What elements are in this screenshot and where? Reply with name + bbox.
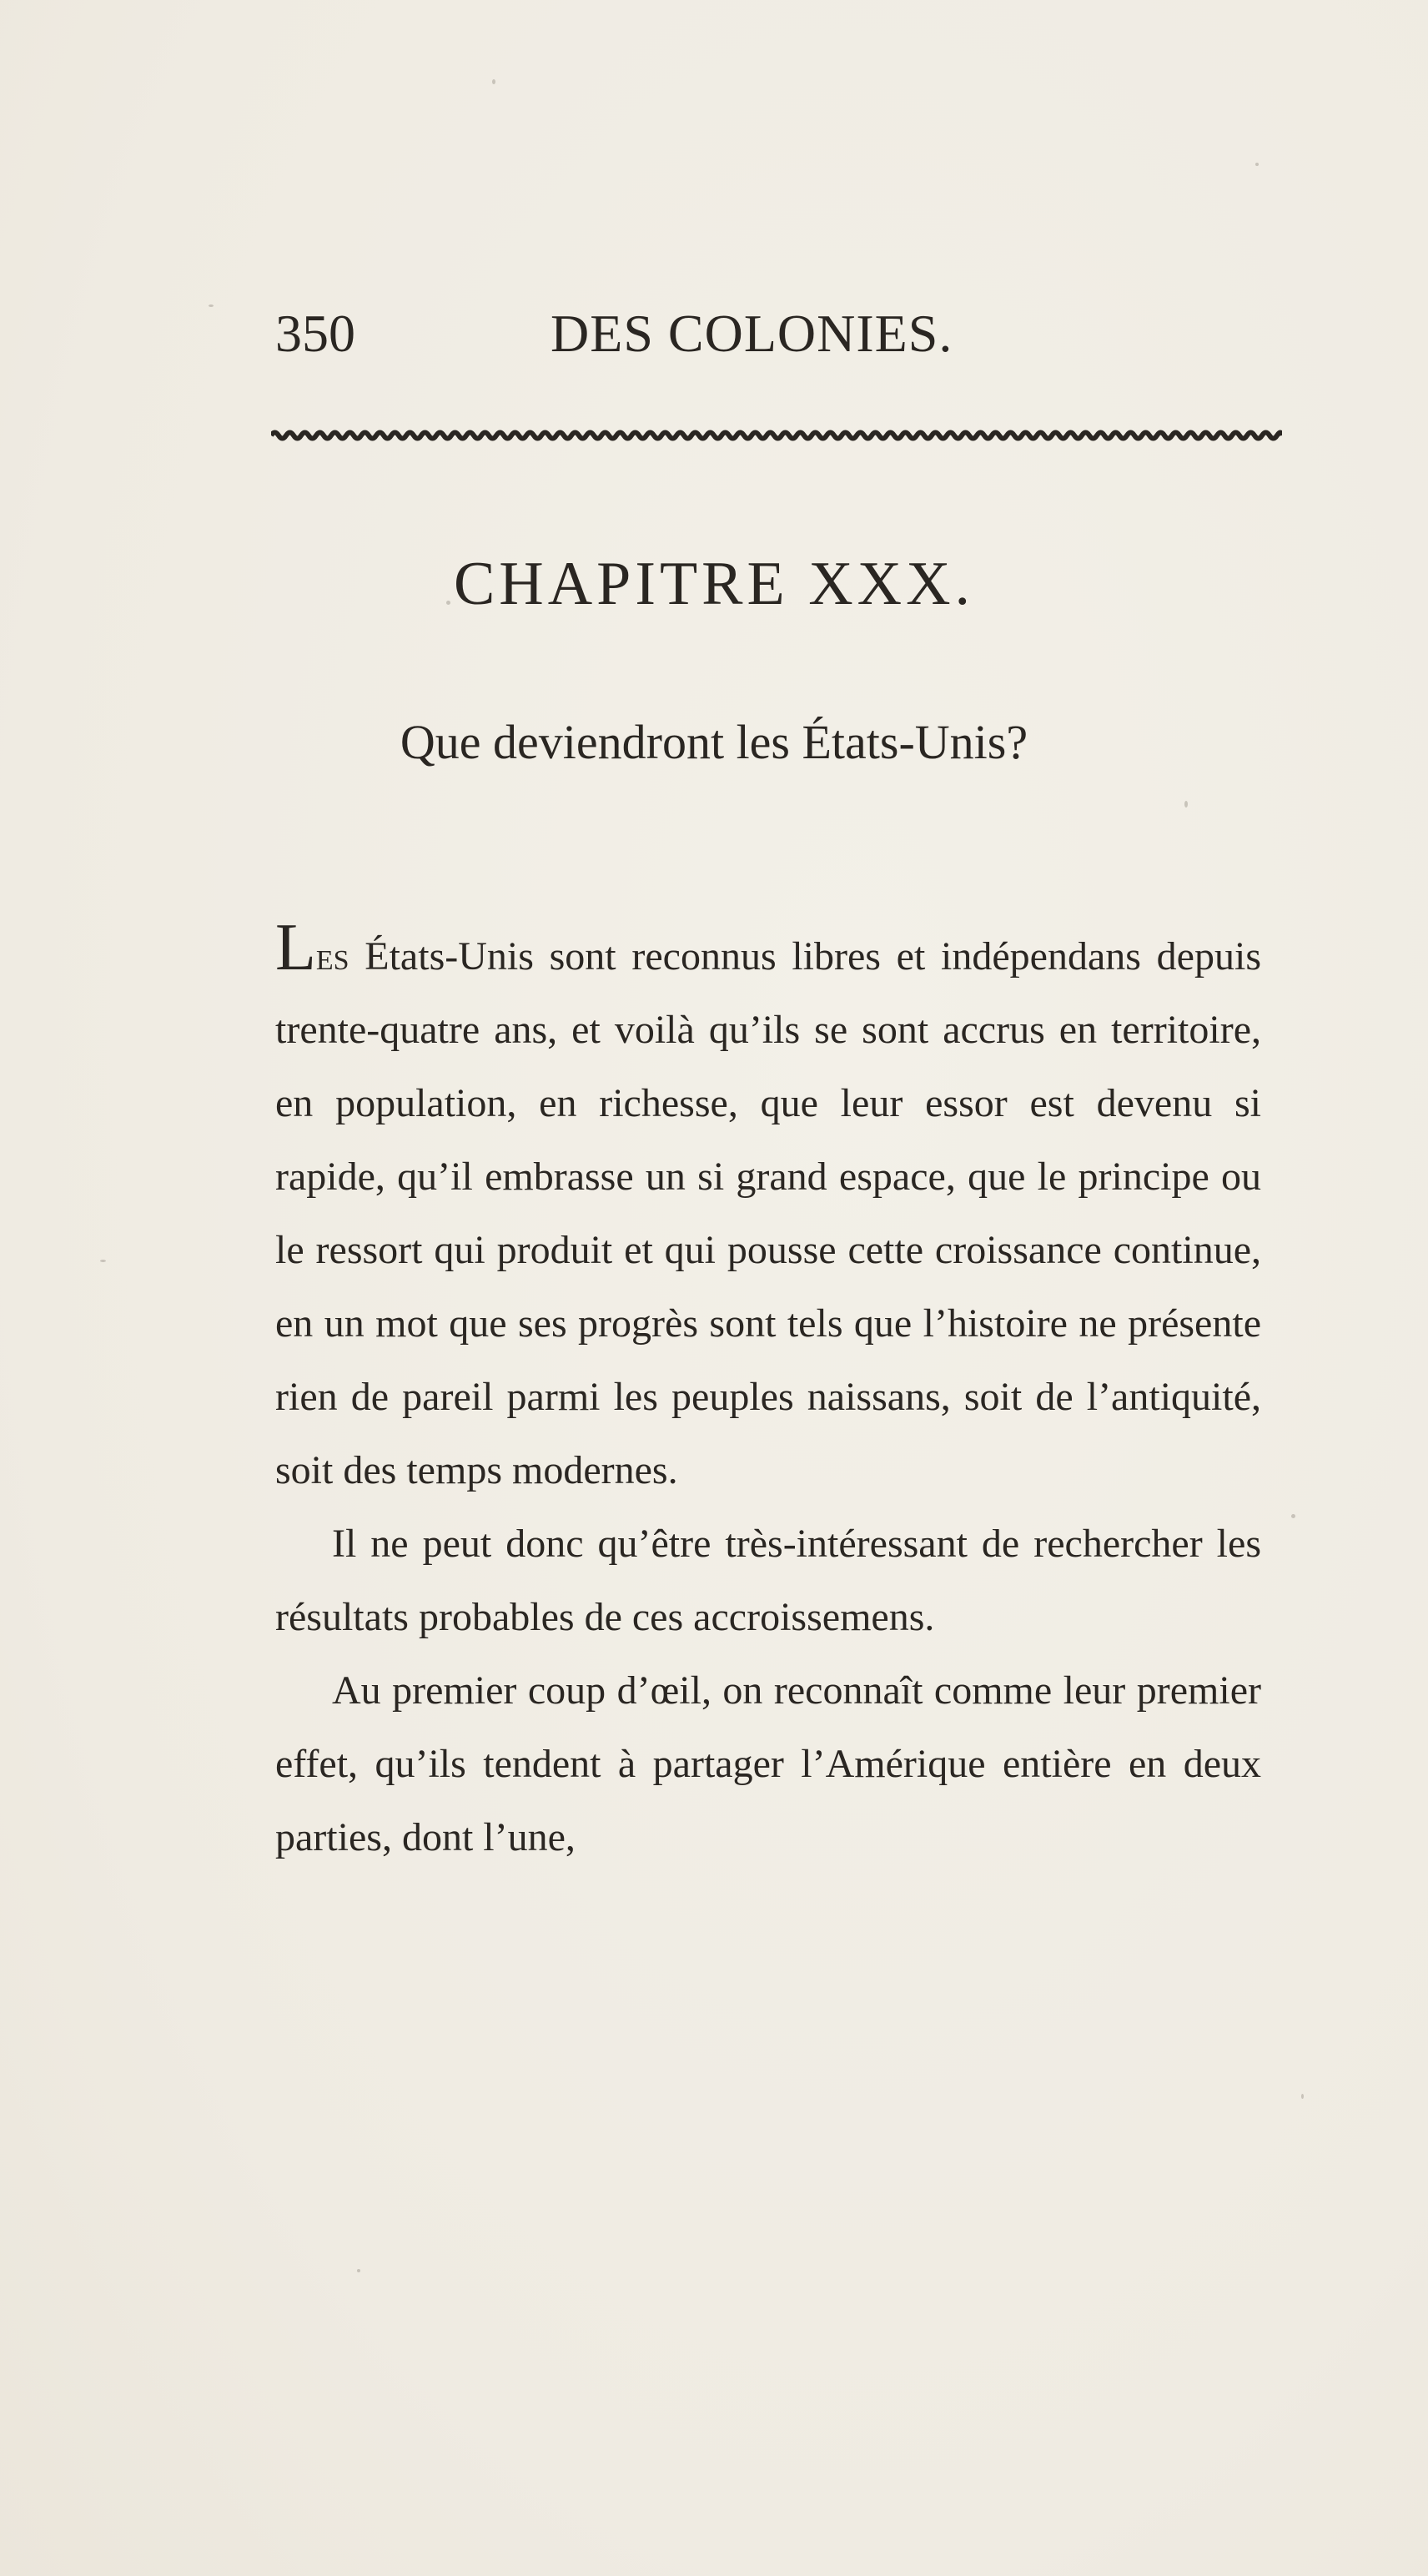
paragraph-1-text: États-Unis sont reconnus libres et indépendans depuis trente-quatre ans, et voilà qu’ils se sont accrus en territoire, en population, en richesse, que leur essor est devenu si rapide, qu’il embrasse un si grand espace, que le principe ou le ressort qui produit et qui pousse cette croissance continue, en un mot que ses progrès sont tels que l’histoire ne présente rien de pareil parmi les peuples naissans, soit de l’antiquité, soit des temps modernes. xyxy=(275,934,1261,1492)
paragraph-2: Il ne peut donc qu’être très-intéressant de rechercher les résultats probables de ces accroissemens. xyxy=(275,1522,1261,1639)
body-text xyxy=(275,911,1261,1874)
first-word-rest: es xyxy=(315,934,349,979)
page-header xyxy=(275,296,1293,371)
page-number: 350 xyxy=(275,304,355,363)
drop-cap: L xyxy=(275,911,316,984)
chapter-title: CHAPITRE XXX. xyxy=(453,550,975,618)
running-head: DES COLONIES. xyxy=(551,304,953,363)
paragraph-1 xyxy=(275,911,1261,1507)
chapter-subtitle: Que deviendront les États-Unis? xyxy=(400,715,1028,769)
paragraph-3: Au premier coup d’œil, on reconnaît comme leur premier effet, qu’ils tendent à partager l’Amérique entière en deux parties, dont l’une, xyxy=(275,1668,1261,1859)
ornamental-rule xyxy=(271,430,1282,441)
